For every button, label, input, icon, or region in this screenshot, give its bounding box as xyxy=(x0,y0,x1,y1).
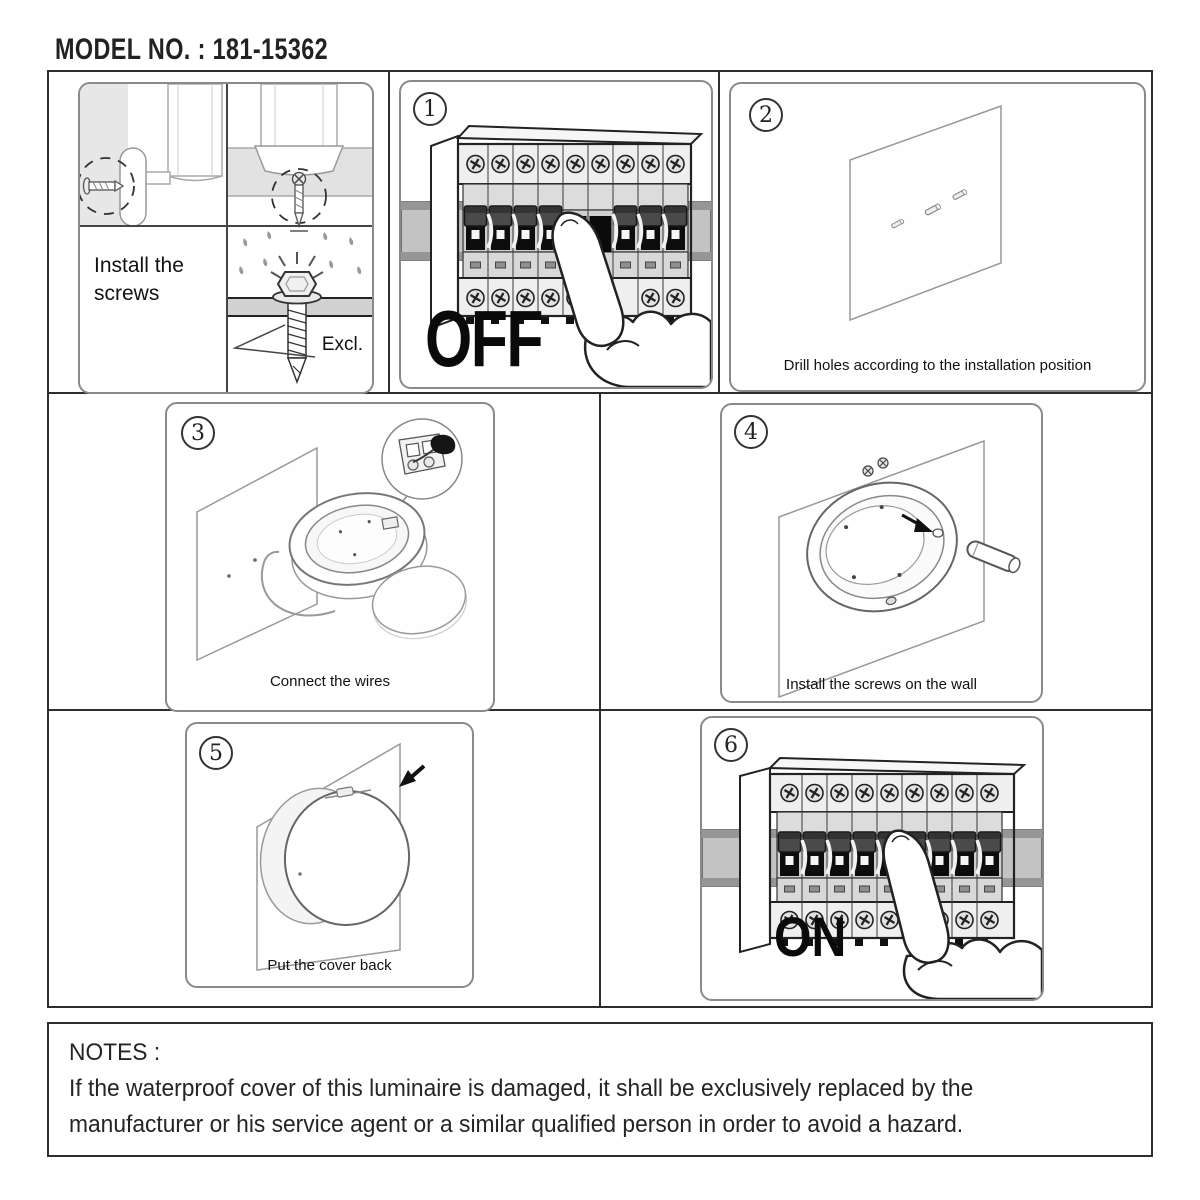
excl-label: Excl. xyxy=(321,334,363,355)
steps-grid xyxy=(47,70,1153,1008)
notes-content xyxy=(69,1035,1057,1143)
step-number-badge: 3 xyxy=(181,416,215,450)
wall-screws-illustration xyxy=(722,405,1041,701)
step5-caption: Put the cover back xyxy=(267,957,392,974)
connect-wires-illustration xyxy=(167,404,493,710)
step1-panel xyxy=(399,80,713,389)
step-number-badge: 4 xyxy=(734,415,768,449)
step-number-badge: 1 xyxy=(413,92,447,126)
step-number-badge: 6 xyxy=(714,728,748,762)
notes-line-1: If the waterproof cover of this luminaire is damaged, it shall be exclusively replaced by the xyxy=(69,1075,974,1102)
grid-row-2 xyxy=(49,394,1151,711)
cell-step-6 xyxy=(601,711,1151,1006)
grid-row-1 xyxy=(49,72,1151,394)
notes-line-2: manufacturer or his service agent or a similar qualified person in order to avoid a hazard. xyxy=(69,1111,964,1138)
notes-title: NOTES : xyxy=(69,1039,161,1066)
cell-step-4 xyxy=(601,394,1151,709)
step-number-badge: 2 xyxy=(749,98,783,132)
drill-holes-illustration xyxy=(731,84,1144,390)
step4-panel xyxy=(720,403,1043,703)
cell-step-1 xyxy=(390,72,720,392)
step3-panel xyxy=(165,402,495,712)
power-off-label: OFF xyxy=(425,294,543,383)
step4-caption: Install the screws on the wall xyxy=(786,676,977,693)
step3-caption: Connect the wires xyxy=(269,673,391,690)
step2-panel xyxy=(729,82,1146,392)
cell-step-3 xyxy=(49,394,601,709)
grid-row-3 xyxy=(49,711,1151,1006)
cell-step-2 xyxy=(720,72,1151,392)
cover-back-illustration xyxy=(187,724,472,986)
cell-install-screws xyxy=(49,72,390,392)
notes-box xyxy=(47,1022,1153,1157)
step5-panel xyxy=(185,722,474,988)
model-number-label: MODEL NO. : 181-15362 xyxy=(55,33,329,66)
install-screws-panel xyxy=(78,82,374,394)
step2-caption: Drill holes according to the installation position xyxy=(783,357,1092,374)
power-on-label: ON xyxy=(774,905,847,968)
screws-caption: Install the screws xyxy=(94,254,184,305)
step6-panel xyxy=(700,716,1044,1001)
cell-step-5 xyxy=(49,711,601,1006)
breaker-on-illustration xyxy=(702,718,1042,999)
step-number-badge: 5 xyxy=(199,736,233,770)
